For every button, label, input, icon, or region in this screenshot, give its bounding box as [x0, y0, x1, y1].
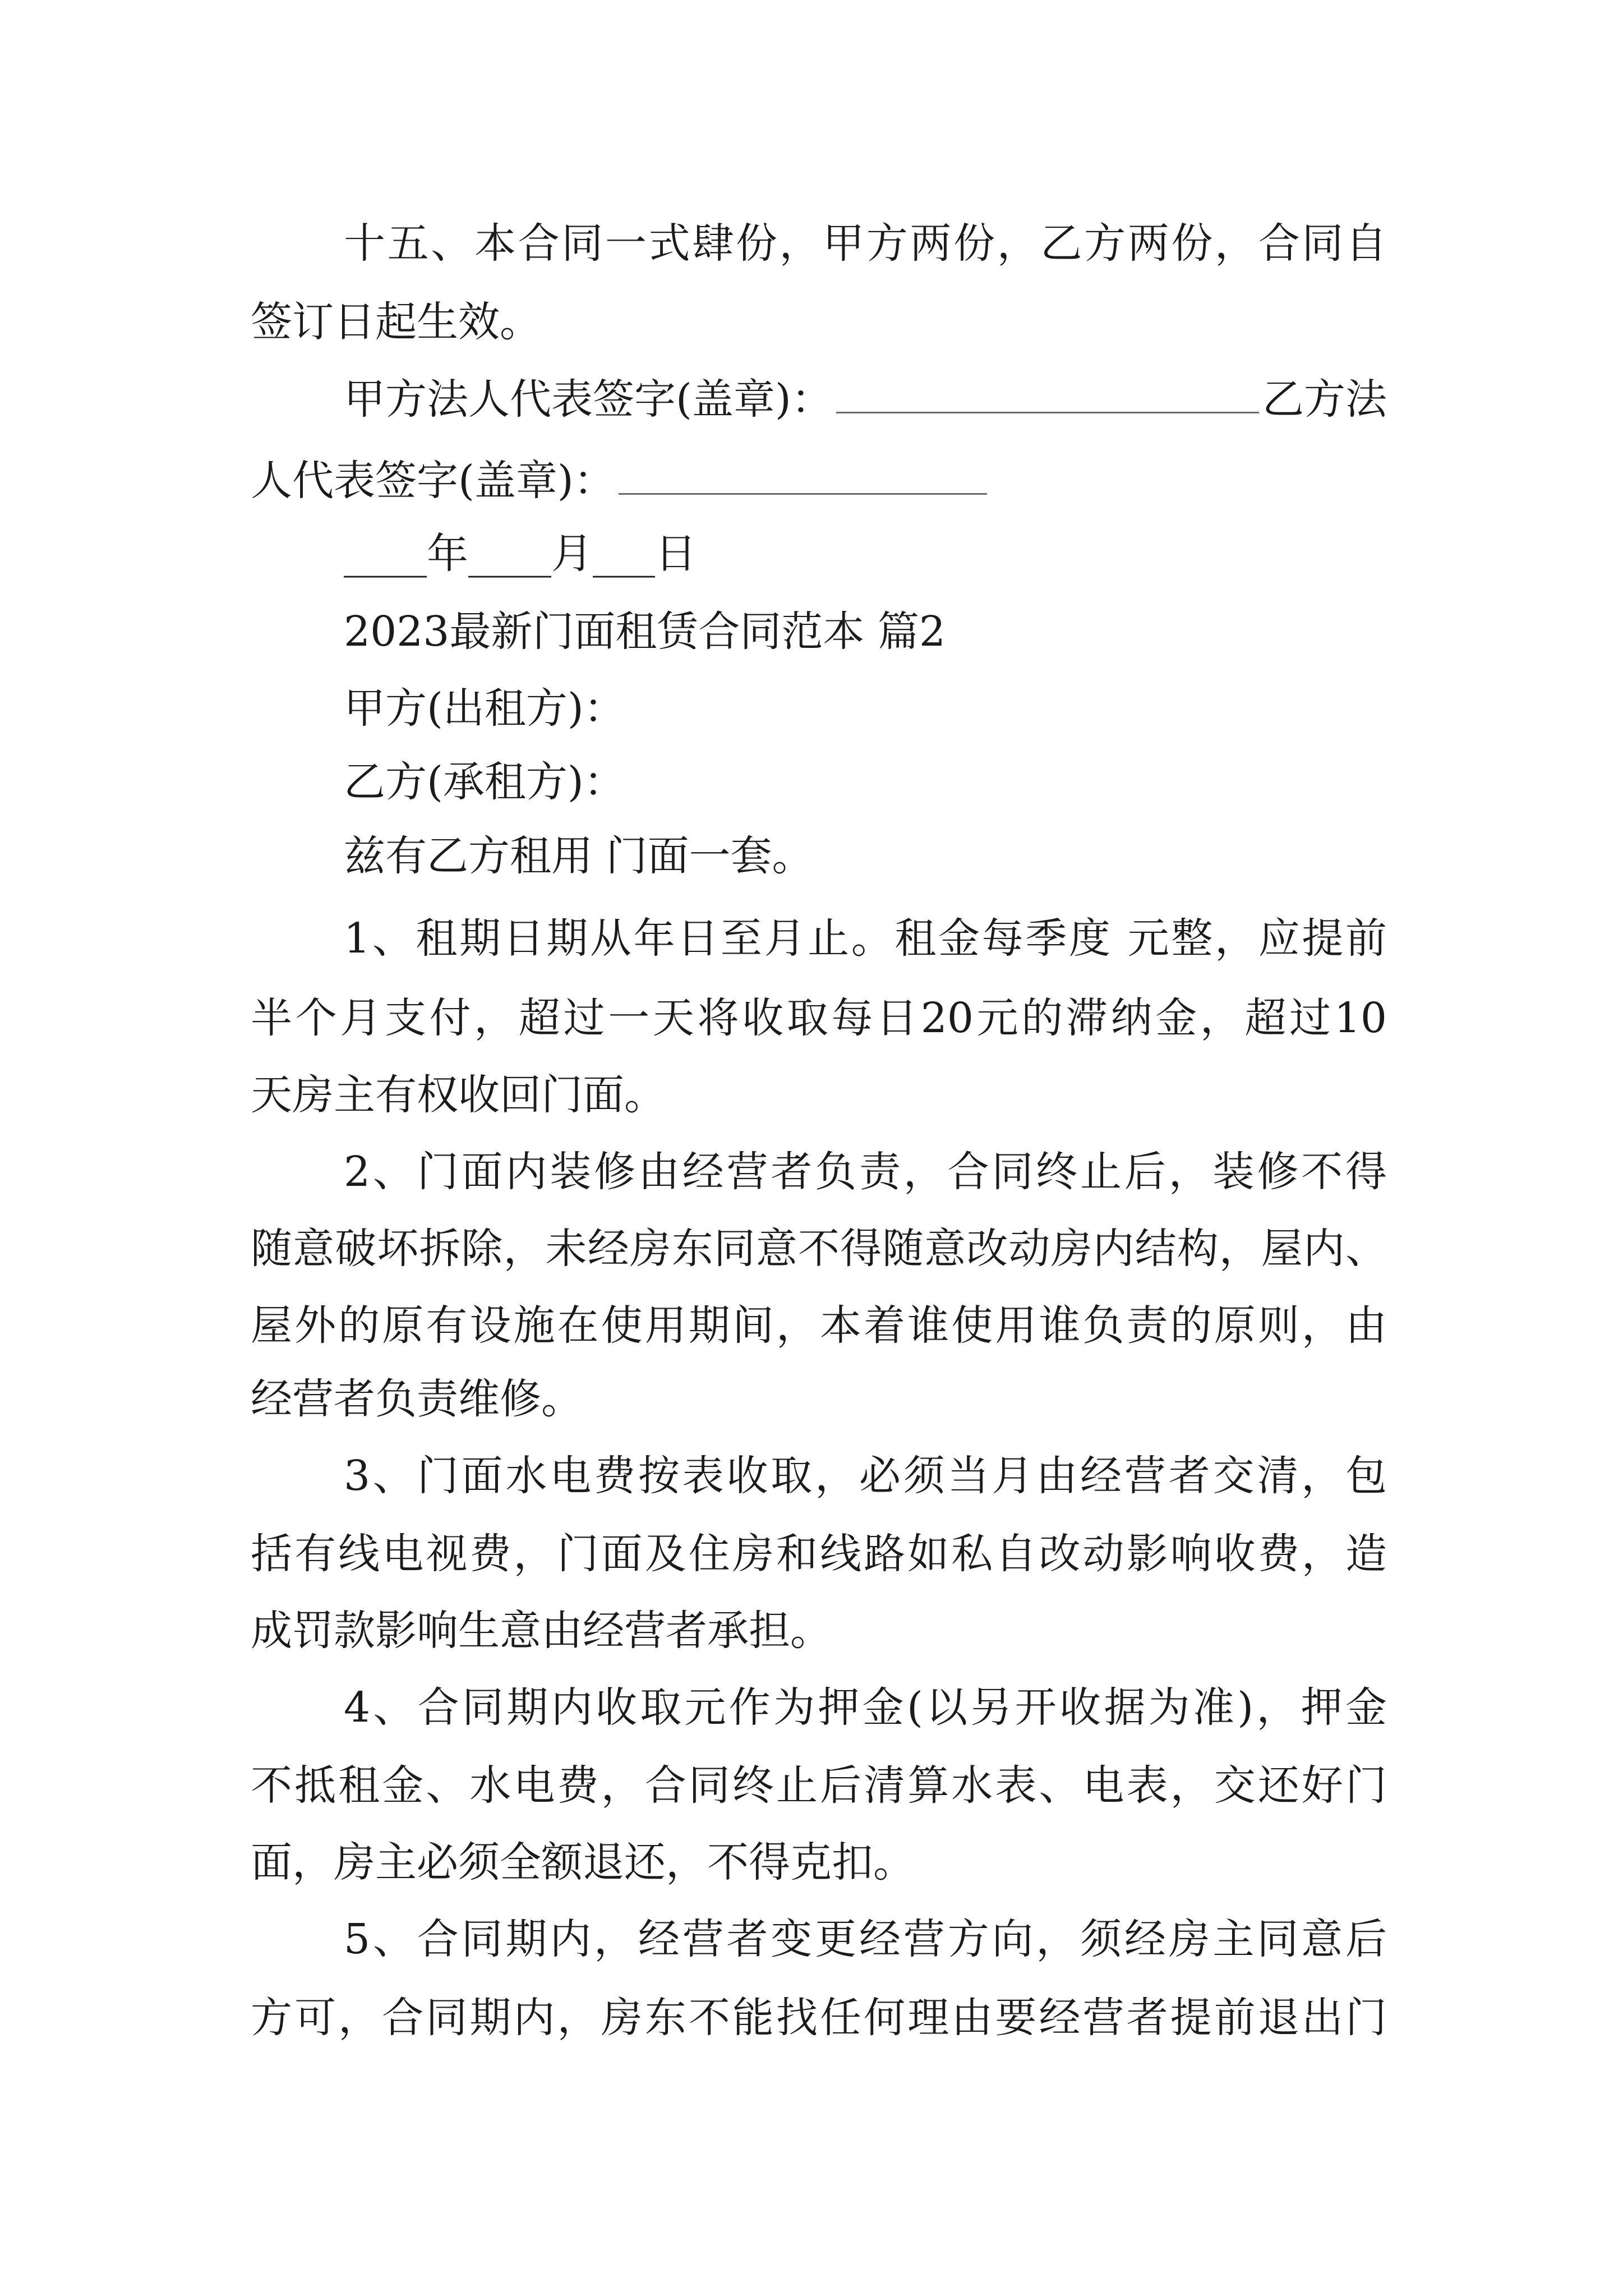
party-a-signature-blank: [836, 370, 1259, 413]
text-line: 3、门面水电费按表收取，必须当月由经营者交清，包: [344, 1452, 1387, 1500]
party-b-signature-label-end: 人代表签字(盖章)：: [251, 457, 615, 505]
party-a-line: 甲方(出租方)：: [344, 684, 625, 733]
text-line: 面，房主必须全额退还，不得克扣。: [251, 1838, 915, 1887]
text-line: 随意破坏拆除，未经房东同意不得随意改动房内结构，屋内、: [251, 1225, 1387, 1273]
text-line: 5、合同期内，经营者变更经营方向，须经房主同意后: [344, 1915, 1387, 1963]
text-line: 签订日起生效。: [251, 298, 541, 346]
text-line: 成罚款影响生意由经营者承担。: [251, 1607, 832, 1655]
text-line: 经营者负责维修。: [251, 1375, 583, 1423]
text-line: 天房主有权收回门面。: [251, 1071, 666, 1119]
contract-title: 2023最新门面租赁合同范本 篇2: [344, 608, 946, 656]
date-line: ____年____月___日: [344, 530, 697, 578]
intro-line: 兹有乙方租用 门面一套。: [344, 832, 814, 880]
text-line: 1、租期日期从年日至月止。租金每季度 元整，应提前: [344, 914, 1387, 963]
party-b-line: 乙方(承租方)：: [344, 758, 625, 806]
text-line: 屋外的原有设施在使用期间，本着谁使用谁负责的原则，由: [251, 1301, 1387, 1350]
text-line: 半个月支付，超过一天将收取每日20元的滞纳金，超过10: [251, 994, 1387, 1042]
signature-line-party-b: [251, 452, 990, 508]
text-line: 括有线电视费，门面及住房和线路如私自改动影响收费，造: [251, 1530, 1387, 1578]
text-line: 十五、本合同一式肆份，甲方两份，乙方两份，合同自: [344, 219, 1387, 268]
text-line: 方可，合同期内，房东不能找任何理由要经营者提前退出门: [251, 1994, 1387, 2042]
text-line: 2、门面内装修由经营者负责，合同终止后，装修不得: [344, 1148, 1387, 1196]
signature-line-party-a: [344, 370, 1387, 426]
party-b-signature-blank: [619, 452, 987, 495]
party-a-signature-label: 甲方法人代表签字(盖章)：: [344, 375, 833, 424]
party-b-signature-label-start: 乙方法: [1262, 375, 1387, 424]
text-line: 不抵租金、水电费，合同终止后清算水表、电表，交还好门: [251, 1761, 1387, 1810]
text-line: 4、合同期内收取元作为押金(以另开收据为准)，押金: [344, 1683, 1387, 1732]
